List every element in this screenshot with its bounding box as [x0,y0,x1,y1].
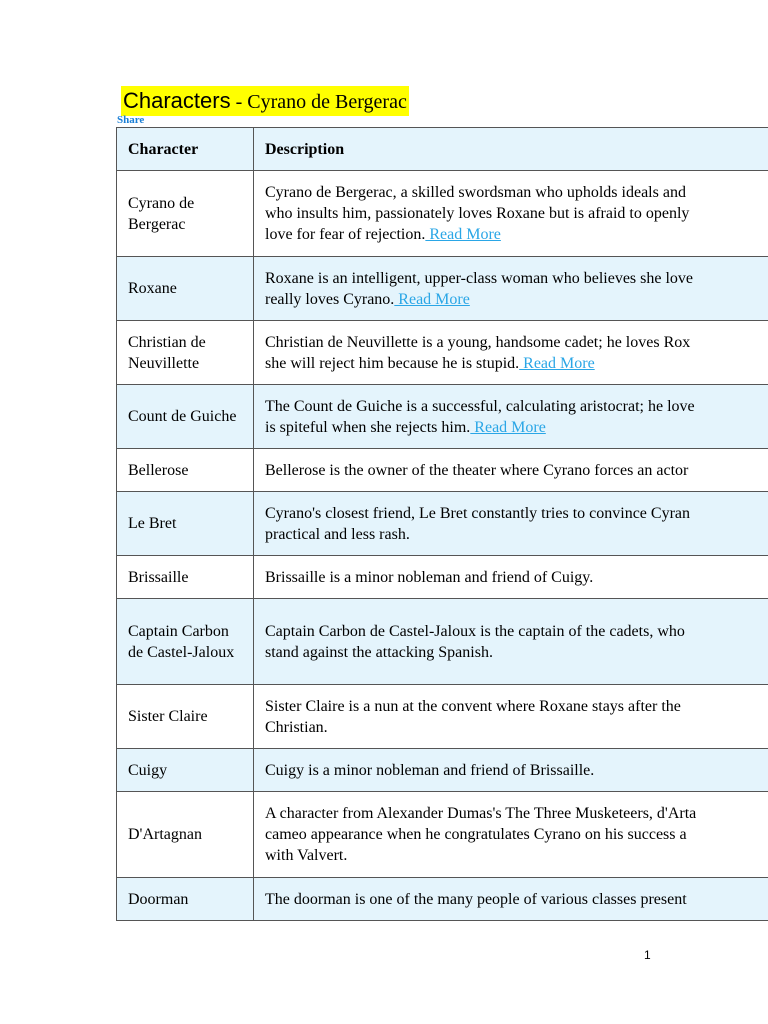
character-description [254,685,768,749]
description-line: with Valvert. [265,847,348,864]
table-row [117,792,768,878]
table-row [117,878,768,921]
description-line: Sister Claire is a nun at the convent where Roxane stays after the [265,697,681,715]
table-row [117,599,768,685]
character-description [254,321,768,385]
description-line: The Count de Guiche is a successful, calculating aristocrat; he love [265,397,695,415]
character-description [254,449,768,492]
character-description [254,492,768,556]
description-line: Christian. [265,718,328,736]
table-row [117,556,768,599]
table-row [117,492,768,556]
description-line: really loves Cyrano. [265,290,395,308]
read-more-link[interactable]: Read More [425,226,501,243]
description-line: love for fear of rejection. [265,226,426,243]
character-name: Cuigy [117,749,254,792]
character-name: Doorman [117,878,254,921]
character-description [254,749,768,792]
table-row [117,171,768,257]
table-row [117,749,768,792]
description-line: Cuigy is a minor nobleman and friend of Brissaille. [265,761,595,779]
header-description: Description [254,128,768,171]
read-more-link[interactable]: Read More [519,354,595,372]
character-name: Count de Guiche [117,385,254,449]
character-name: Sister Claire [117,685,254,749]
character-name: Brissaille [117,556,254,599]
read-more-link[interactable]: Read More [394,290,470,308]
table-row [117,685,768,749]
description-line: Cyrano's closest friend, Le Bret constantly tries to convince Cyran [265,504,690,522]
character-description [254,792,768,878]
characters-table [116,127,768,921]
description-line: who insults him, passionately loves Roxane but is afraid to openly [265,205,690,222]
character-name: Captain Carbon de Castel-Jaloux [117,599,254,685]
header-character: Character [117,128,254,171]
character-description [254,556,768,599]
page-title [121,86,409,116]
table-row [117,257,768,321]
table-row [117,449,768,492]
share-link[interactable]: Share [117,114,145,126]
title-dash: - [235,91,243,113]
character-description [254,385,768,449]
character-name: Bellerose [117,449,254,492]
title-main: Characters [123,88,231,113]
character-name: Roxane [117,257,254,321]
read-more-link[interactable]: Read More [470,418,546,436]
table-row [117,321,768,385]
table-row [117,385,768,449]
description-line: Bellerose is the owner of the theater where Cyrano forces an actor [265,461,689,479]
description-line: stand against the attacking Spanish. [265,643,493,661]
characters-table-container [116,127,768,921]
character-name: Le Bret [117,492,254,556]
character-name: Cyrano de Bergerac [117,171,254,257]
page-number: 1 [644,948,651,962]
description-line: is spiteful when she rejects him. [265,418,471,436]
description-line: The doorman is one of the many people of various classes present [265,890,687,908]
description-line: cameo appearance when he congratulates Cyrano on his success a [265,826,687,843]
character-description [254,171,768,257]
description-line: Roxane is an intelligent, upper-class woman who believes she love [265,269,694,287]
character-description [254,878,768,921]
description-line: Cyrano de Bergerac, a skilled swordsman who upholds ideals and [265,184,686,201]
description-line: Brissaille is a minor nobleman and friend of Cuigy. [265,568,594,586]
table-header-row [117,128,768,171]
description-line: Christian de Neuvillette is a young, handsome cadet; he loves Rox [265,333,691,351]
character-description [254,257,768,321]
character-name: D'Artagnan [117,792,254,878]
description-line: she will reject him because he is stupid. [265,354,520,372]
description-line: Captain Carbon de Castel-Jaloux is the captain of the cadets, who [265,622,685,640]
character-description [254,599,768,685]
description-line: A character from Alexander Dumas's The Three Musketeers, d'Arta [265,805,697,822]
character-name: Christian de Neuvillette [117,321,254,385]
description-line: practical and less rash. [265,525,410,543]
title-subtitle: Cyrano de Bergerac [247,91,407,113]
